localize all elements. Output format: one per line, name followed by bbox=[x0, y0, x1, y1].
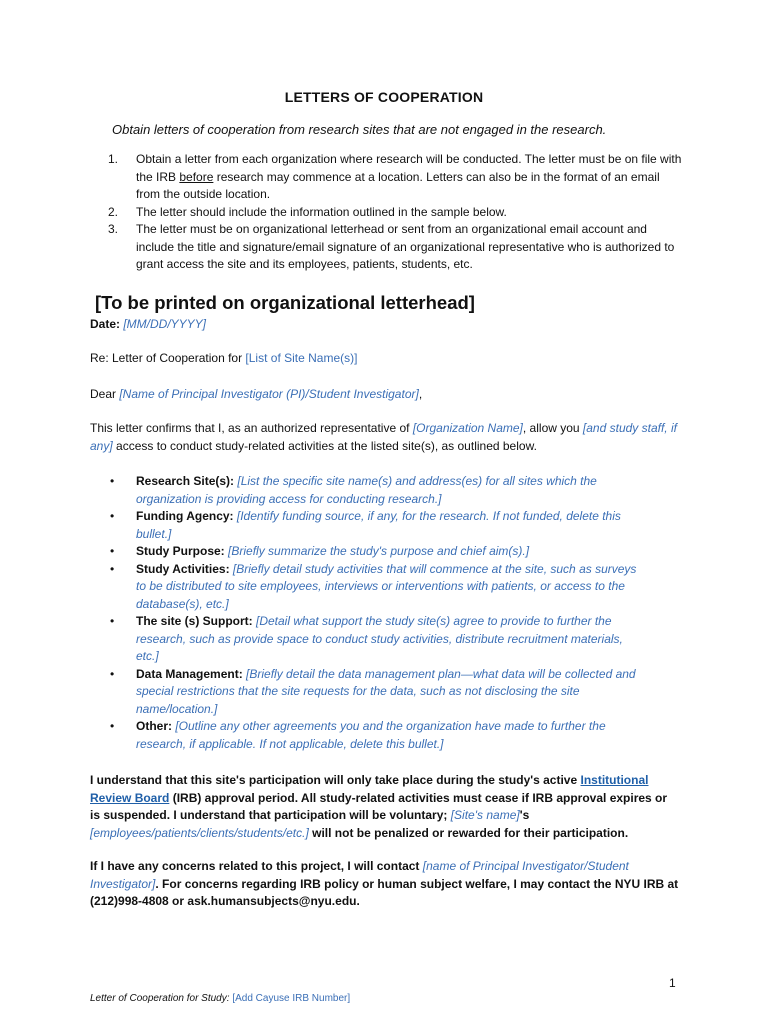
list-number: 3. bbox=[108, 222, 119, 236]
bullet-icon: • bbox=[110, 614, 115, 628]
detail-label: Study Purpose: bbox=[136, 544, 229, 558]
detail-item bbox=[108, 666, 638, 719]
participation-text: I understand that this site's participation will only take place during the study's active bbox=[90, 773, 581, 787]
instruction-item bbox=[108, 221, 683, 274]
confirm-text: This letter confirms that I, as an authorized representative of bbox=[90, 421, 413, 435]
concerns-text: . For concerns regarding IRB policy or human subject welfare, I may contact the NYU IRB at (212)998-4808 or ask.humansubjects@nyu.edu. bbox=[90, 876, 679, 908]
pi-placeholder: [Name of Principal Investigator (PI)/Student Investigator] bbox=[119, 387, 419, 401]
org-name-placeholder: [Organization Name] bbox=[412, 421, 523, 435]
bullet-icon: • bbox=[110, 509, 115, 523]
detail-placeholder: [Outline any other agreements you and the organization have made to further the research, if applicable. If not applicable, delete this bullet.] bbox=[136, 719, 606, 751]
site-name-placeholder: [Site's name] bbox=[450, 808, 520, 822]
re-line bbox=[90, 350, 680, 368]
re-label: Re: Letter of Cooperation for bbox=[90, 351, 246, 365]
detail-label: The site (s) Support: bbox=[136, 614, 256, 628]
intro-text: Obtain letters of cooperation from research sites that are not engaged in the research. bbox=[112, 122, 607, 137]
bullet-icon: • bbox=[110, 561, 115, 576]
footer-placeholder: [Add Cayuse IRB Number] bbox=[232, 993, 351, 1004]
bullet-icon: • bbox=[110, 544, 115, 558]
participation-text: (IRB) approval period. All study-related activities must cease if IRB approval expires or is suspended. I understand that participation will be voluntary; bbox=[90, 790, 668, 822]
detail-item bbox=[108, 718, 638, 753]
participation-text: will not be penalized or rewarded for their participation. bbox=[308, 825, 629, 840]
detail-item bbox=[108, 508, 638, 543]
underlined-text: before bbox=[179, 169, 214, 184]
footer-label: Letter of Cooperation for Study: bbox=[90, 993, 233, 1004]
instruction-text: The letter must be on organizational letterhead or sent from an organizational email account and include the title and signature/email signature of an organizational representative who is authorized to grant access the site and its employees, patients, students, etc. bbox=[136, 222, 675, 271]
salutation-label: Dear bbox=[90, 387, 120, 401]
instructions-list bbox=[108, 151, 683, 274]
detail-placeholder: [Briefly detail the data management plan—what data will be collected and special restrictions that the site requests for the data, such as not disclosing the site name/location.] bbox=[136, 666, 636, 716]
detail-item bbox=[108, 473, 638, 508]
detail-label: Funding Agency: bbox=[136, 509, 237, 523]
detail-placeholder: [Briefly detail study activities that will commence at the site, such as surveys to be distributed to site employees, interviews or interventions with patients, or access to the database(s), etc.] bbox=[136, 561, 637, 611]
investigator-placeholder: [name of Principal Investigator/Student Investigator] bbox=[90, 859, 629, 891]
detail-placeholder: [Detail what support the study site(s) agree to provide to further the research, such as provide space to conduct study activities, distribute recruitment materials, etc.] bbox=[136, 614, 623, 663]
instruction-item bbox=[108, 151, 683, 204]
detail-item bbox=[108, 543, 638, 561]
date-label: Date: bbox=[90, 317, 124, 331]
instruction-text: Obtain a letter from each organization where research will be conducted. The letter must be on file with the IRB bbox=[136, 152, 682, 184]
list-number: 1. bbox=[108, 152, 119, 166]
detail-label: Study Activities: bbox=[136, 561, 233, 576]
page-title: LETTERS OF COOPERATION bbox=[284, 89, 484, 105]
details-list bbox=[108, 473, 638, 753]
detail-placeholder: [List the specific site name(s) and address(es) for all sites which the organization is providing access for conducting research.] bbox=[136, 474, 597, 506]
staff-placeholder: [and study staff, if any] bbox=[90, 421, 677, 453]
detail-placeholder: [Briefly summarize the study's purpose and chief aim(s).] bbox=[228, 544, 530, 558]
irb-link[interactable]: Institutional Review Board bbox=[90, 773, 649, 805]
date-line bbox=[90, 316, 680, 334]
instruction-text: research may commence at a location. Letters can also be in the format of an email from the outside location. bbox=[136, 169, 660, 201]
detail-item bbox=[108, 613, 638, 666]
participation-paragraph bbox=[90, 772, 680, 842]
letterhead-heading: [To be printed on organizational letterhead] bbox=[95, 292, 475, 313]
detail-label: Other: bbox=[136, 719, 176, 733]
people-placeholder: [employees/patients/clients/students/etc.] bbox=[90, 825, 309, 840]
detail-label: Research Site(s): bbox=[136, 474, 238, 488]
list-number: 2. bbox=[108, 204, 119, 219]
concerns-paragraph bbox=[90, 858, 680, 911]
bullet-icon: • bbox=[110, 474, 115, 488]
confirm-text: , allow you bbox=[522, 421, 583, 435]
instruction-text: The letter should include the information outlined in the sample below. bbox=[136, 204, 507, 219]
confirm-text: access to conduct study-related activities at the listed site(s), as outlined below. bbox=[112, 438, 537, 453]
bullet-icon: • bbox=[110, 719, 115, 733]
page-number: 1 bbox=[669, 976, 676, 990]
detail-item bbox=[108, 561, 638, 614]
bullet-icon: • bbox=[110, 666, 115, 681]
detail-label: Data Management: bbox=[136, 666, 247, 681]
date-placeholder: [MM/DD/YYYY] bbox=[123, 317, 207, 331]
detail-placeholder: [Identify funding source, if any, for the research. If not funded, delete this bullet.] bbox=[136, 509, 621, 541]
salutation-suffix: , bbox=[418, 387, 423, 401]
site-names-placeholder: [List of Site Name(s)] bbox=[245, 351, 358, 365]
instruction-item bbox=[108, 204, 683, 222]
page-footer bbox=[90, 993, 350, 1004]
confirmation-paragraph bbox=[90, 420, 680, 455]
salutation-line bbox=[90, 386, 680, 404]
concerns-text: If I have any concerns related to this project, I will contact bbox=[90, 859, 423, 873]
participation-text: 's bbox=[519, 808, 530, 822]
